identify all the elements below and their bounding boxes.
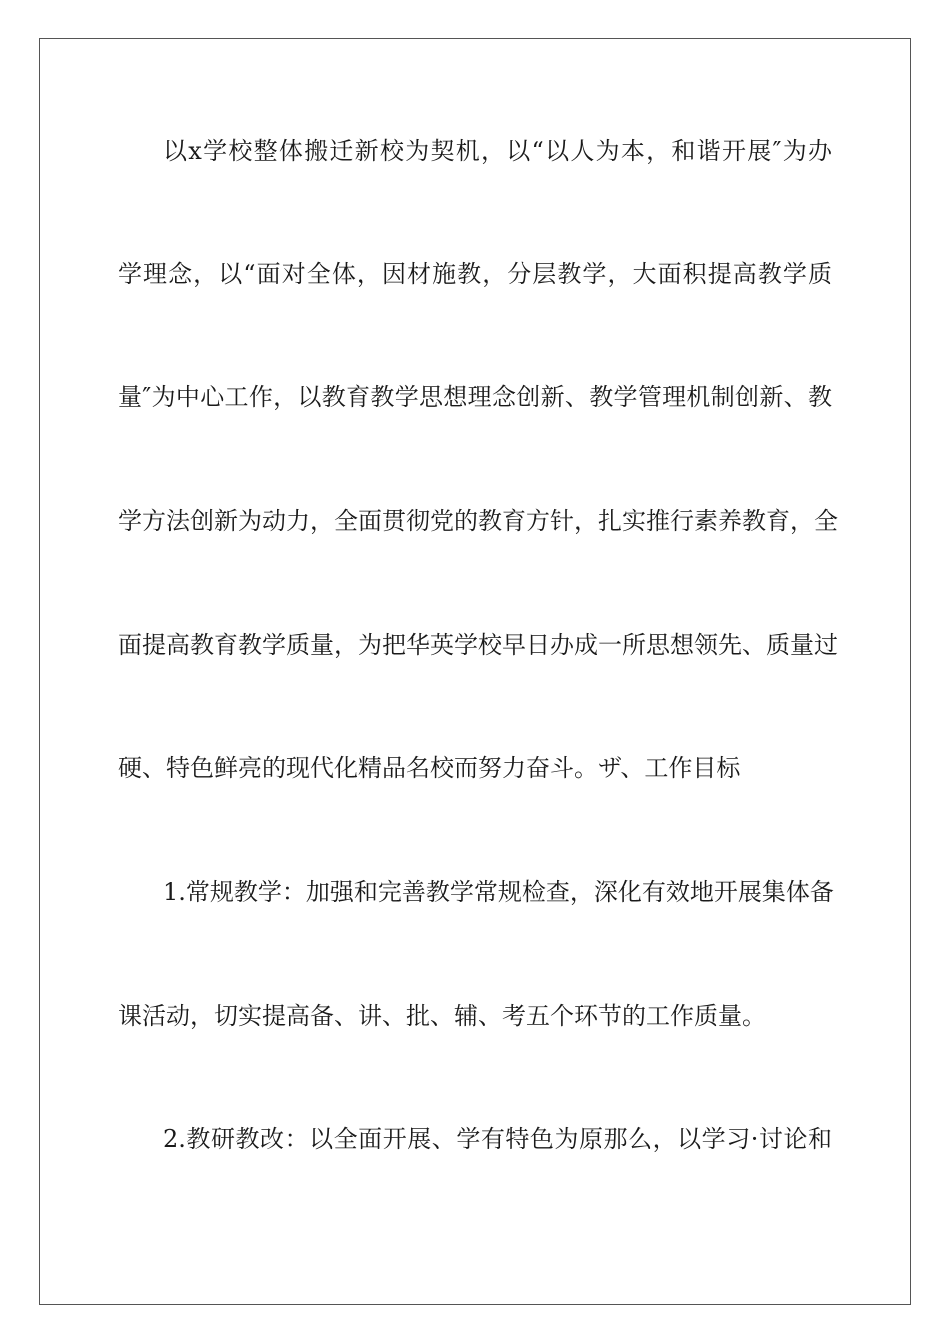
paragraph-1-line-4: 学方法创新为动力，全面贯彻党的教育方针，扎实推行素养教育，全 xyxy=(118,507,838,535)
paragraph-1-line-3: 量″为中心工作，以教育教学思想理念创新、教学管理机制创新、教 xyxy=(118,383,832,411)
page-border xyxy=(39,38,911,1305)
item-1-line-1: 1.常规教学：加强和完善教学常规检查，深化有效地开展集体备 xyxy=(163,878,834,906)
paragraph-1-line-5: 面提高教育教学质量，为把华英学校早日办成一所思想领先、质量过 xyxy=(118,631,838,659)
paragraph-1-line-1: 以x学校整体搬迁新校为契机，以“以人为本，和谐开展″为办 xyxy=(163,137,832,165)
item-2-line-1: 2.教研教改：以全面开展、学有特色为原那么，以学习·讨论和 xyxy=(163,1125,832,1153)
item-1-line-2: 课活动，切实提高备、讲、批、辅、考五个环节的工作质量。 xyxy=(118,1002,766,1030)
paragraph-1-line-6: 硬、特色鲜亮的现代化精品名校而努力奋斗。ザ、工作目标 xyxy=(118,754,741,782)
paragraph-1-line-2: 学理念，以“面对全体，因材施教，分层教学，大面积提高教学质 xyxy=(118,260,832,288)
